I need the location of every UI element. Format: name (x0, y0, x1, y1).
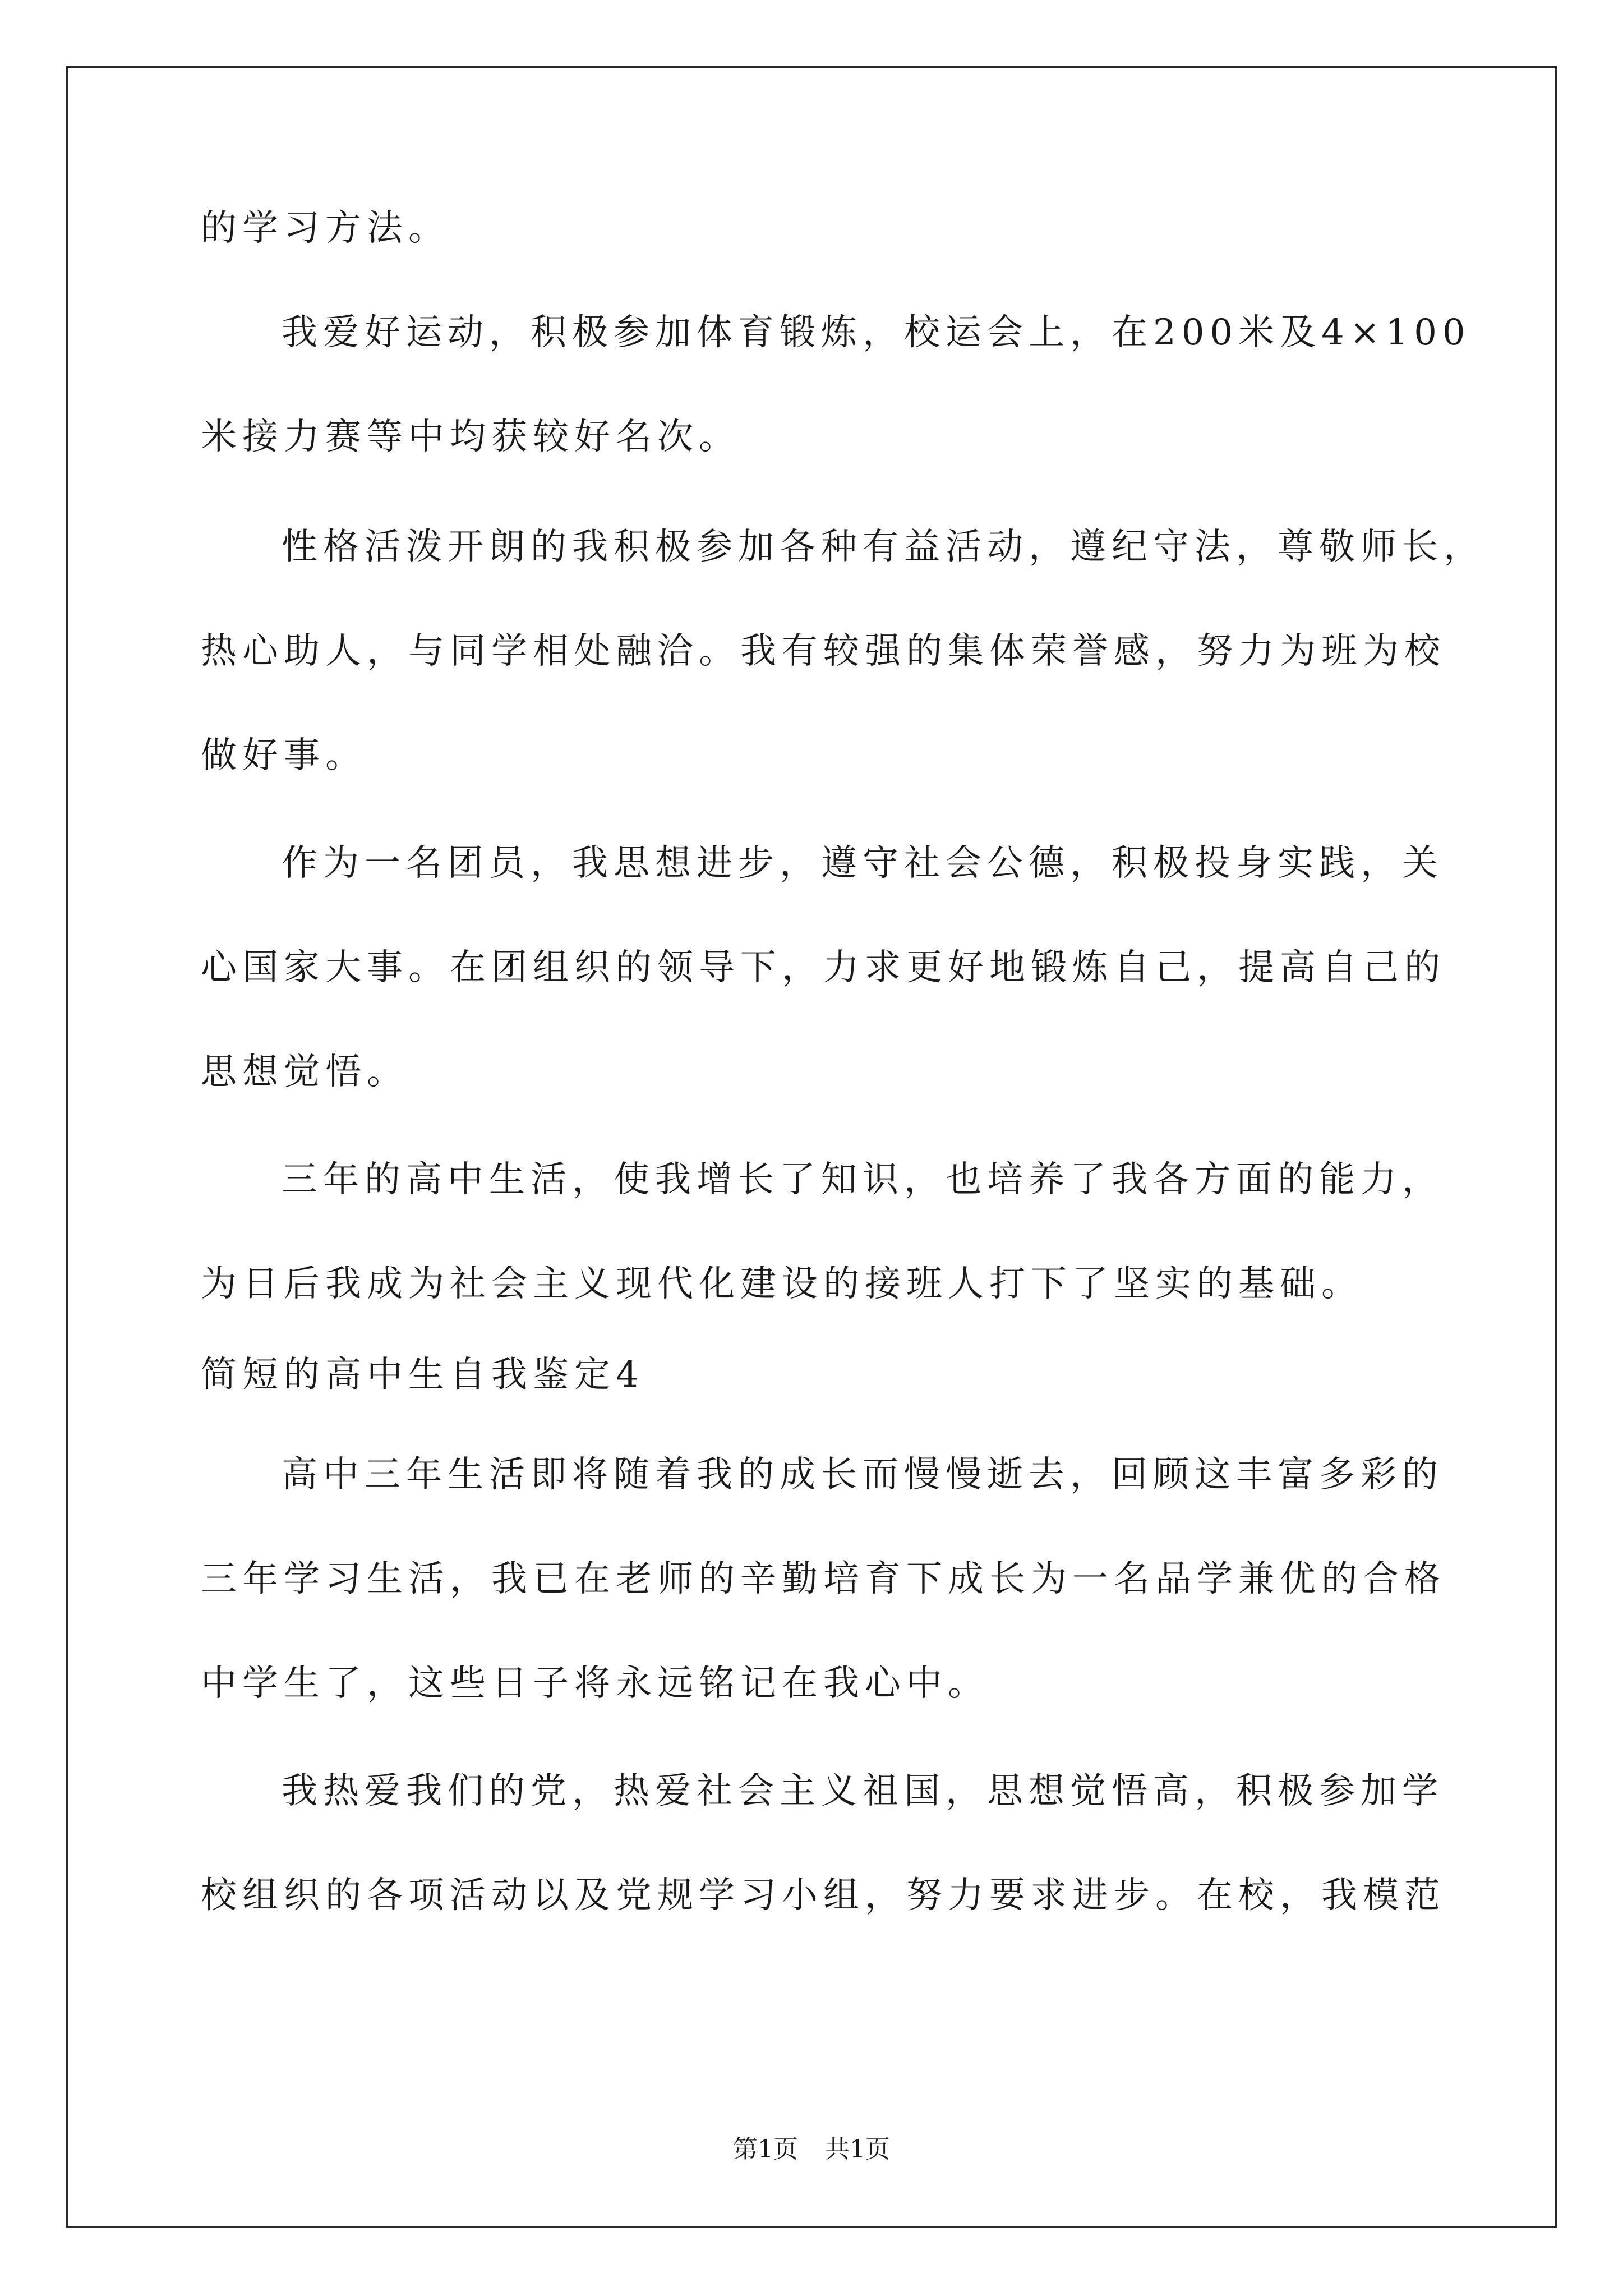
text-line: 做好事。 (201, 735, 367, 776)
page-footer (0, 2134, 1623, 2165)
text-line: 三年学习生活，我已在老师的辛勤培育下成长为一名品学兼优的合格 (201, 1558, 1446, 1600)
text-line: 高中三年生活即将随着我的成长而慢慢逝去，回顾这丰富多彩的 (282, 1454, 1444, 1496)
section-heading: 简短的高中生自我鉴定4 (201, 1354, 644, 1396)
text-line: 米接力赛等中均获较好名次。 (201, 416, 740, 458)
text-line: 性格活泼开朗的我积极参加各种有益活动，遵纪守法，尊敬师长， (282, 526, 1485, 568)
text-line: 的学习方法。 (201, 208, 450, 249)
text-line: 热心助人，与同学相处融洽。我有较强的集体荣誉感，努力为班为校 (201, 631, 1446, 672)
text-line: 三年的高中生活，使我增长了知识，也培养了我各方面的能力， (282, 1159, 1444, 1200)
text-line: 心国家大事。在团组织的领导下，力求更好地锻炼自己，提高自己的 (201, 947, 1446, 988)
text-line: 我热爱我们的党，热爱社会主义祖国，思想觉悟高，积极参加学 (282, 1770, 1444, 1812)
text-line: 中学生了，这些日子将永远铭记在我心中。 (201, 1663, 989, 1704)
text-line: 我爱好运动，积极参加体育锻炼，校运会上，在200米及4×100 (282, 312, 1471, 353)
page-total: 共1页 (825, 2135, 890, 2164)
text-line: 作为一名团员，我思想进步，遵守社会公德，积极投身实践，关 (282, 843, 1444, 884)
text-line: 思想觉悟。 (201, 1051, 408, 1093)
text-line: 为日后我成为社会主义现代化建设的接班人打下了坚实的基础。 (201, 1263, 1363, 1305)
text-line: 校组织的各项活动以及党规学习小组，努力要求进步。在校，我模范 (201, 1875, 1446, 1916)
page-number: 第1页 (733, 2135, 798, 2164)
